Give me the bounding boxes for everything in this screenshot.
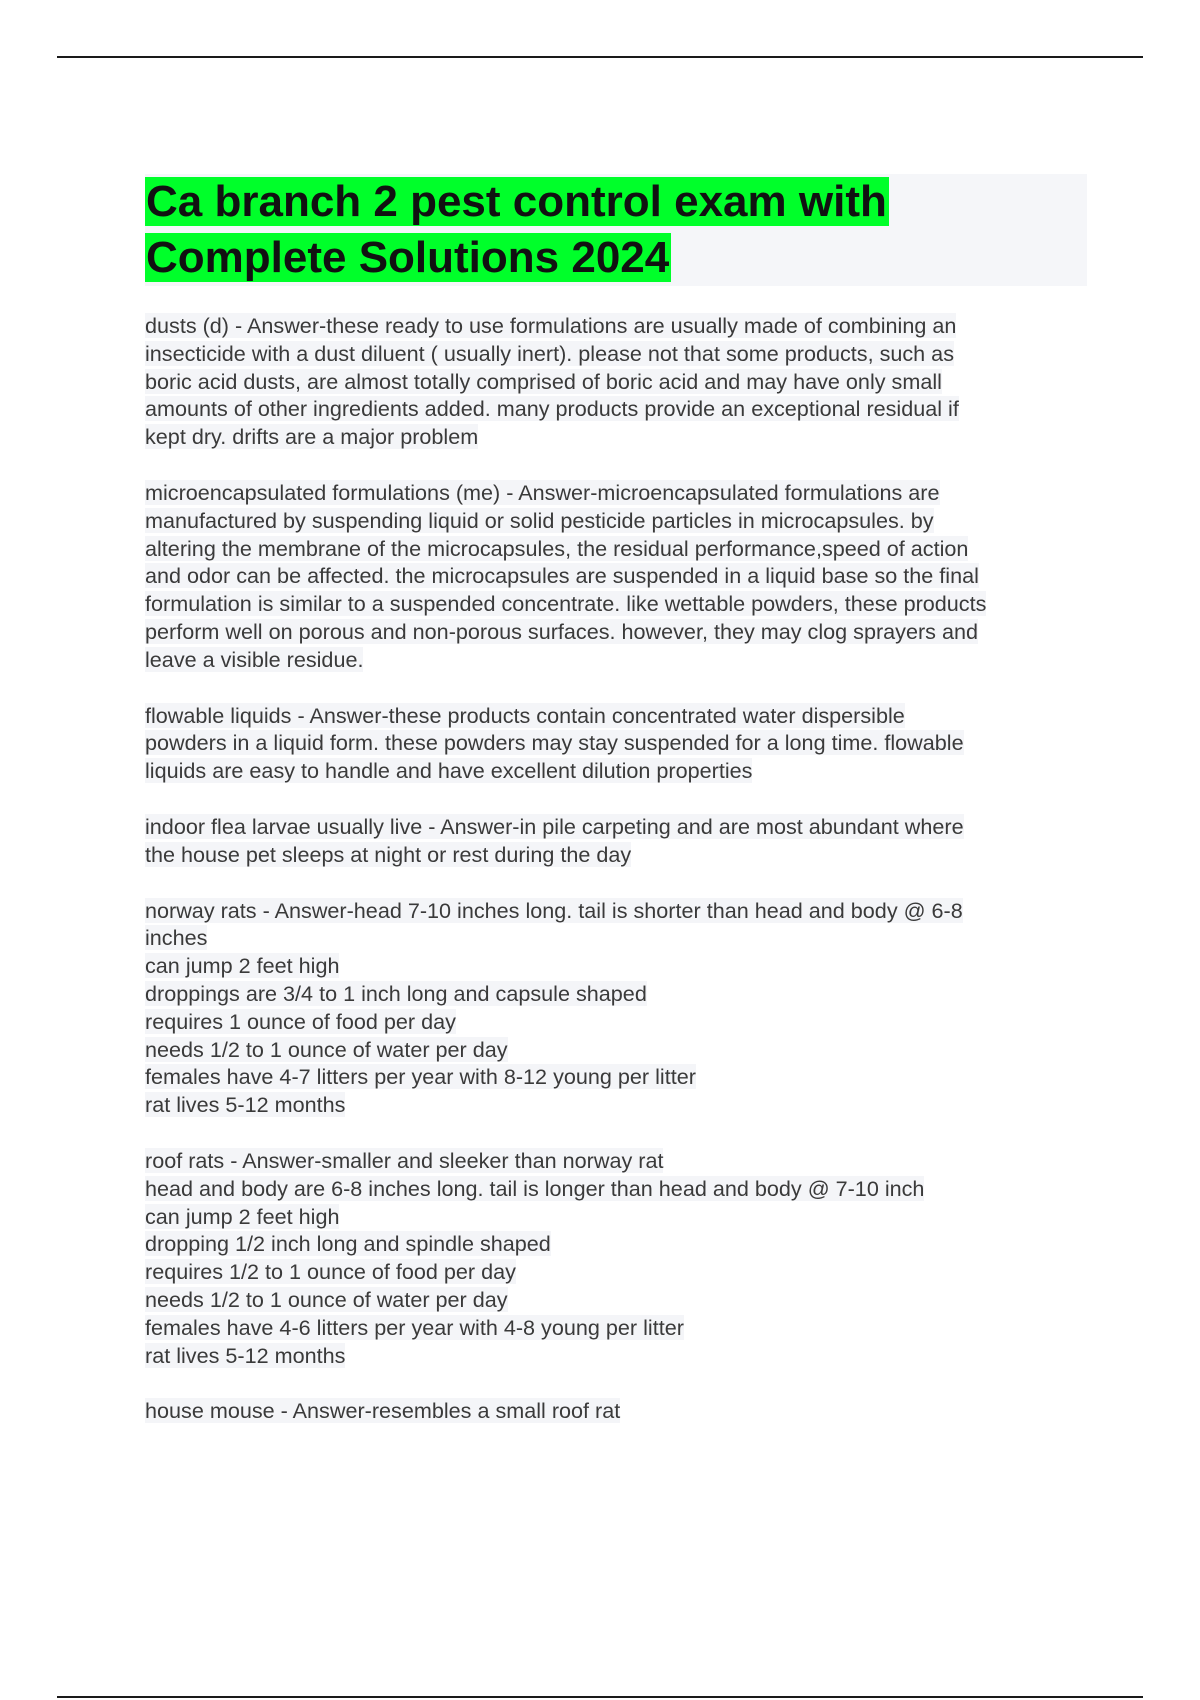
top-rule [57, 56, 1143, 58]
text-line-content: needs 1/2 to 1 ounce of water per day [145, 1036, 508, 1062]
text-line [145, 590, 1090, 618]
title-line-2: Complete Solutions 2024 [146, 233, 670, 282]
text-line-content: rat lives 5-12 months [145, 1342, 346, 1368]
qa-entry [145, 813, 1090, 869]
text-line [145, 1230, 1090, 1258]
text-line-content: the house pet sleeps at night or rest during the day [145, 841, 632, 867]
text-line [145, 312, 1090, 340]
text-line-content: leave a visible residue. [145, 646, 364, 672]
text-line [145, 562, 1090, 590]
text-line-content: norway rats - Answer-head 7-10 inches long. tail is shorter than head and body @ 6-8 [145, 897, 963, 923]
text-line-content: inches [145, 925, 208, 951]
text-line [145, 1397, 1090, 1425]
text-line [145, 841, 1090, 869]
bottom-rule [57, 1696, 1143, 1698]
text-line [145, 1036, 1090, 1064]
text-line [145, 1258, 1090, 1286]
text-line-content: needs 1/2 to 1 ounce of water per day [145, 1286, 508, 1312]
qa-entry [145, 897, 1090, 1119]
text-line [145, 924, 1090, 952]
text-line-content: microencapsulated formulations (me) - Answer-microencapsulated formulations are [145, 479, 940, 505]
text-line-content: dropping 1/2 inch long and spindle shaped [145, 1231, 551, 1257]
text-line [145, 646, 1090, 674]
title-block [145, 174, 1087, 286]
text-line [145, 1091, 1090, 1119]
text-line [145, 702, 1090, 730]
text-line [145, 813, 1090, 841]
qa-entry [145, 1397, 1090, 1425]
qa-entry [145, 702, 1090, 785]
qa-entry [145, 479, 1090, 674]
text-line-content: droppings are 3/4 to 1 inch long and capsule shaped [145, 980, 647, 1006]
text-line-content: kept dry. drifts are a major problem [145, 424, 479, 450]
text-line-content: altering the membrane of the microcapsules, the residual performance,speed of action [145, 535, 969, 561]
text-line-content: house mouse - Answer-resembles a small roof rat [145, 1398, 621, 1424]
text-line [145, 395, 1090, 423]
text-line-content: insecticide with a dust diluent ( usually inert). please not that some products, such as [145, 340, 954, 366]
document-body [145, 312, 1090, 1453]
qa-entry [145, 1147, 1090, 1369]
text-line-content: manufactured by suspending liquid or solid pesticide particles in microcapsules. by [145, 507, 934, 533]
text-line [145, 535, 1090, 563]
text-line-content: requires 1/2 to 1 ounce of food per day [145, 1259, 516, 1285]
text-line-content: requires 1 ounce of food per day [145, 1008, 456, 1034]
text-line [145, 507, 1090, 535]
text-line [145, 980, 1090, 1008]
text-line-content: can jump 2 feet high [145, 953, 340, 979]
text-line [145, 1314, 1090, 1342]
text-line-content: amounts of other ingredients added. many products provide an exceptional residual if [145, 396, 959, 422]
text-line [145, 1008, 1090, 1036]
text-line [145, 1203, 1090, 1231]
text-line [145, 423, 1090, 451]
text-line-content: females have 4-7 litters per year with 8-12 young per litter [145, 1064, 696, 1090]
text-line-content: indoor flea larvae usually live - Answer-in pile carpeting and are most abundant where [145, 813, 964, 839]
text-line-content: head and body are 6-8 inches long. tail is longer than head and body @ 7-10 inch [145, 1175, 925, 1201]
text-line [145, 729, 1090, 757]
text-line-content: liquids are easy to handle and have excellent dilution properties [145, 758, 753, 784]
text-line [145, 618, 1090, 646]
document-title [145, 174, 1087, 286]
text-line [145, 479, 1090, 507]
text-line [145, 1147, 1090, 1175]
text-line-content: dusts (d) - Answer-these ready to use formulations are usually made of combining an [145, 313, 957, 338]
text-line-content: roof rats - Answer-smaller and sleeker than norway rat [145, 1147, 664, 1173]
text-line [145, 1063, 1090, 1091]
text-line-content: can jump 2 feet high [145, 1203, 340, 1229]
text-line-content: perform well on porous and non-porous surfaces. however, they may clog sprayers and [145, 618, 978, 644]
title-line-1: Ca branch 2 pest control exam with [146, 177, 887, 226]
text-line [145, 1342, 1090, 1370]
text-line-content: boric acid dusts, are almost totally comprised of boric acid and may have only small [145, 368, 942, 394]
text-line [145, 1286, 1090, 1314]
text-line [145, 368, 1090, 396]
text-line-content: powders in a liquid form. these powders may stay suspended for a long time. flowable [145, 730, 964, 756]
qa-entry [145, 312, 1090, 451]
text-line-content: females have 4-6 litters per year with 4-8 young per litter [145, 1314, 684, 1340]
text-line [145, 340, 1090, 368]
text-line [145, 897, 1090, 925]
text-line [145, 757, 1090, 785]
text-line-content: rat lives 5-12 months [145, 1092, 346, 1118]
text-line-content: formulation is similar to a suspended concentrate. like wettable powders, these products [145, 591, 987, 617]
text-line [145, 952, 1090, 980]
text-line-content: flowable liquids - Answer-these products contain concentrated water dispersible [145, 702, 905, 728]
text-line [145, 1175, 1090, 1203]
text-line-content: and odor can be affected. the microcapsules are suspended in a liquid base so the final [145, 563, 979, 589]
